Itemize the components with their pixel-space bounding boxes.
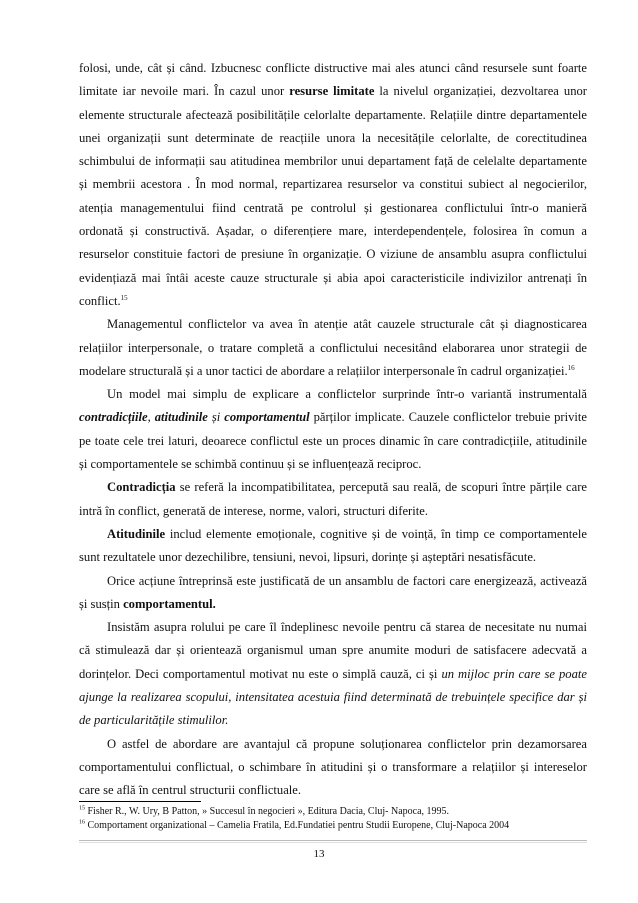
paragraph [79, 616, 587, 732]
bold-text: Atitudinile [107, 526, 166, 541]
footnote-number: 16 [79, 819, 85, 826]
text-run: se referă la incompatibilitatea, percepută sau reală, de scopuri între părțile care intră în conflict, generată de interese, norme, valori, structuri diferite. [79, 480, 587, 518]
bold-italic-text: contradicțiile [79, 410, 148, 425]
italic-text: , [147, 410, 155, 425]
text-run: includ elemente emoționale, cognitive și de voință, în timp ce comportamentele sunt rezultatele unor dezechilibre, tensiuni, nevoi, lipsuri, dorințe și așteptări nesatisfăcute. [79, 526, 587, 565]
footer-rule [79, 840, 587, 841]
page-body [79, 57, 587, 803]
paragraph [79, 733, 587, 803]
footnote-number: 15 [79, 805, 85, 812]
paragraph [79, 523, 587, 570]
footnote-reference: 15 [120, 293, 128, 302]
paragraph [79, 57, 587, 313]
text-run: folosi, unde, cât și când. Izbucnesc conflicte distructive mai ales atunci când resursele sunt foarte limitate iar nevoile mari. În cazul unor [79, 61, 587, 99]
footnotes [79, 805, 599, 833]
bold-text: resurse limitate [289, 84, 375, 99]
text-run: O astfel de abordare are avantajul că propune soluționarea conflictelor prin dezamorsarea comportamentului conflictual, o schimbare în atitudini și o transformare a relațiilor și intereselor care se află în centrul structurii conflictuale. [79, 736, 587, 798]
paragraph [79, 313, 587, 383]
text-run: părților implicate. Cauzele conflictelor trebuie privite pe toate cele trei laturi, deoarece conflictul este un proces dinamic în care contradicțiile, atitudinile și comportamentele se schimbă continuu și se influențează reciproc. [79, 410, 588, 472]
paragraph [79, 476, 587, 523]
bold-italic-text: atitudinile [154, 410, 208, 425]
footnote-15 [79, 805, 599, 819]
italic-text: un mijloc prin care se poate ajunge la realizarea scopului, intensitatea acestuia fiind determinată de trebuințele specifice dar și de particularitățile stimulilor. [79, 666, 587, 728]
text-run: Managementul conflictelor va avea în atenție atât cauzele structurale cât și diagnosticarea relațiilor interpersonale, o tratare completă a conflictului necesitând elaborarea unor strategii de modelare structurală și a unor tactici de abordare a relațiilor interpersonale în cadrul organizației. [79, 317, 587, 378]
bold-text: comportamentul. [123, 596, 216, 611]
page-number: 13 [313, 848, 325, 860]
paragraph [79, 383, 587, 476]
footer-rule-secondary [79, 842, 587, 843]
footnote-16 [79, 819, 599, 833]
footnote-reference: 16 [567, 363, 575, 372]
text-run: Orice acțiune întreprinsă este justificată de un ansamblu de factori care energizează, activează și susțin [79, 573, 587, 611]
italic-text: și [207, 410, 225, 425]
bold-text: Contradicția [107, 480, 176, 495]
text-run: la nivelul organizației, dezvoltarea unor elemente structurale afectează posibilitățile celorlalte departamente. Relațiile dintre departamentele unei organizații sunt determinate de reacțiile unora la necesitățile celorlalte, de corectitudinea schimbului de informații sau atitudinea membrilor unui departament față de celelalte departamente și membrii acestora . În mod normal, repartizarea resurselor va constitui subiect al negocierilor, atenția managementului fiind centrată pe controlul și gestionarea conflictului într-o manieră ordonată și constructivă. Așadar, o diferențiere mare, interdependențele, folosirea în comun a resurselor constituie factori de presiune în organizație. O viziune de ansamblu asupra conflictului evidențiază mai întâi aceste cauze structurale și abia apoi caracteristicile indivizilor antrenați în conflict. [79, 84, 587, 308]
footnote-separator [79, 801, 201, 802]
paragraph [79, 570, 587, 617]
text-run: Insistăm asupra rolului pe care îl îndeplinesc nevoile pentru că starea de necesitate nu numai că stimulează dar și orientează organismul uman spre anumite moduri de satisfacere adecvată a dorințelor. Deci comportamentul motivat nu este o simplă cauză, ci și [79, 620, 587, 681]
text-run: Un model mai simplu de explicare a conflictelor surprinde într-o variantă instrumentală [107, 387, 587, 402]
footnote-text: Fisher R., W. Ury, B Patton, » Succesul în negocieri », Editura Dacia, Cluj- Napoca, 1995. [85, 806, 450, 817]
bold-italic-text: comportamentul [224, 410, 310, 425]
footnote-text: Comportament organizational – Camelia Fratila, Ed.Fundatiei pentru Studii Europene, Cluj-Napoca 2004 [85, 820, 510, 831]
